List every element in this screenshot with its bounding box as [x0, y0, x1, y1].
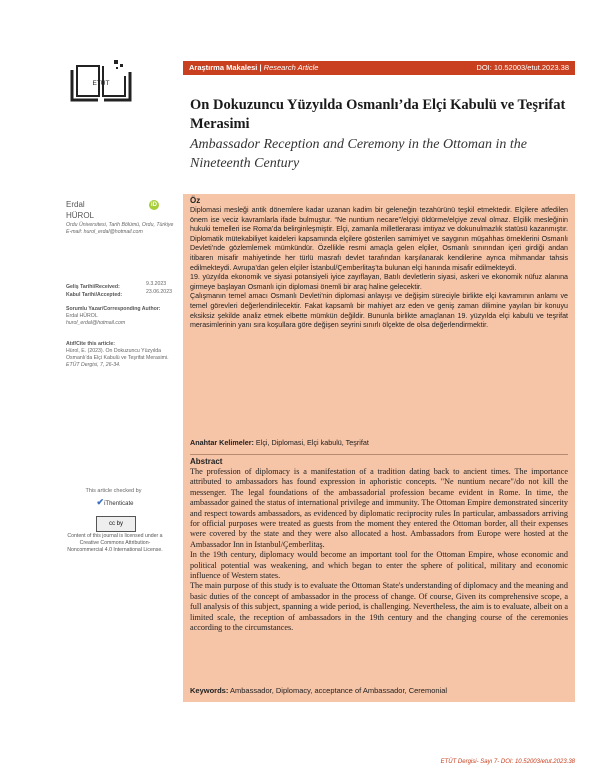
- cite-block: [66, 341, 181, 369]
- abstract-heading: Abstract: [190, 457, 223, 466]
- page-footer: ETÜT Dergisi- Sayı 7- DOI: 10.52003/etut.2023.38: [440, 759, 575, 765]
- affiliation-text: Ordu Üniversitesi, Tarih Bölümü, Ordu, Türkiye: [66, 222, 174, 228]
- orcid-icon[interactable]: iD: [151, 202, 157, 208]
- abstract-paragraph: The main purpose of this study is to evaluate the Ottoman State's understanding of diplomacy and the meaning and basic duties of the concept of ambassador in the process of change. Of course, Given its comprehensive scope, a full analysis of this subject, spanning a wide period, is challenging. Nevertheless, the aim is to evaluate, albeit on a limited scale, the reception of ambassadors in the 19th century and the changing course of the ceremonies according to the circumstances.: [190, 581, 568, 633]
- ithenticate-name: iThenticate: [104, 501, 134, 507]
- affiliation-email: E-mail: hurol_erdal@hotmail.com: [66, 229, 143, 235]
- cite-label: Atıf/Cite this article:: [66, 341, 116, 347]
- cite-line: Hürol, E. (2023). On Dokuzuncu Yüzyılda: [66, 348, 162, 354]
- corresponding-name: Erdal HÜROL: [66, 313, 98, 319]
- banner-separator: |: [259, 63, 262, 72]
- book-logo-icon: [66, 58, 136, 106]
- divider: [190, 454, 568, 455]
- checked-by-label: This article checked by: [85, 488, 142, 494]
- title-english: Ambassador Reception and Ceremony in the Ottoman in the Nineteenth Century: [190, 137, 527, 171]
- corresponding-author: [66, 306, 181, 327]
- doi-link[interactable]: DOI: 10.52003/etut.2023.38: [476, 63, 569, 72]
- oz-paragraph: Çalışmanın temel amacı Osmanlı Devleti’nin diplomasi anlayışı ve değişim süreciyle birlikte elçi kavramının anlamı ve temel görevleri değerlendirilecektir. Fakat kapsamlı bir mahiyet arz eden ve geniş zaman dilimine yayılan bir konuyu eksiksiz şekilde analiz etmek elbette mümkün değildir. Bununla birlikte amaçlanan 19. yüzyılda elçi kabulü ve teşrifat merasimlerinin yanı sıra koşullara göre değişen seyrini sınırlı ölçekte de olsa değerlendirmektir.: [190, 292, 568, 330]
- corresponding-label: Sorumlu Yazar/Corresponding Author:: [66, 306, 161, 312]
- article-type-tr: Araştırma Makalesi: [189, 63, 258, 72]
- oz-paragraph: 19. yüzyılda ekonomik ve siyasi potansiyeli iyice zayıflayan, Batılı devletlerin siyasi, askeri ve ekonomik nüfuz alanına girmeye başlayan Osmanlı için diplomasi önemli bir araç haline gelecektir.: [190, 273, 568, 291]
- license-line: Content of this journal is licensed under a: [67, 533, 163, 539]
- keywords-en-text: Ambassador, Diplomacy, acceptance of Ambassador, Ceremonial: [230, 686, 448, 695]
- logo-text: ETÜT: [92, 80, 110, 87]
- keywords-tr-label: Anahtar Kelimeler:: [190, 438, 254, 447]
- article-type-en: Research Article: [263, 63, 319, 72]
- license-line: Creative Commons Attribution-: [79, 540, 151, 546]
- author-first-name: Erdal: [66, 200, 85, 209]
- accepted-date: 23.06.2023: [146, 289, 172, 295]
- oz-heading: Öz: [190, 196, 201, 205]
- keywords-en-label: Keywords:: [190, 686, 229, 695]
- abstract-paragraph: The profession of diplomacy is a manifestation of a tradition dating back to ancient times. The importance attributed to ambassadors has found expression in aphoristic concepts. "Ne nuntium necare"/do not kill the messenger. The legal foundations of the ambassadorial profession became evident in Rome. In time, the ambassador gained the status of international privilege and immunity. The Ottoman Empire demonstrated sincerity and respect towards ambassadors, as evidenced by diplomatic reciprocity rules In particular, ambassadors arriving for official purposes were treated as guests from the moment they entered the Ottoman border, all their expenses were covered by the state and they were also allocated a host. Ambassadors from Europe were hosted at the Ambassador Inn in Istanbul/Çemberlitaş.: [190, 467, 568, 549]
- cite-line: Osmanlı’da Elçi Kabulü ve Teşrifat Merasimi.: [66, 355, 169, 361]
- license-line: Noncommercial 4.0 International License.: [67, 547, 163, 553]
- keywords-english: [190, 686, 568, 695]
- abstract-paragraph: In the 19th century, diplomacy would become an important tool for the Ottoman Empire, whose economic and political potential was weakening, and which began to enter the sphere of political, military and economic influence of Western states.: [190, 550, 568, 581]
- license-text: [60, 533, 170, 554]
- abstract-body: [190, 467, 568, 634]
- received-label: Geliş Tarihi/Received:: [66, 284, 120, 290]
- article-type: [189, 61, 318, 75]
- cc-license-badge[interactable]: cc by: [96, 516, 136, 532]
- article-type-banner: [183, 61, 575, 75]
- dates-block: [66, 280, 181, 296]
- cite-line: ETÜT Dergisi, 7, 26-34.: [66, 362, 121, 368]
- ithenticate-logo: [75, 497, 155, 508]
- affiliation: [66, 222, 181, 236]
- oz-paragraph: Diplomasi mesleği antik dönemlere kadar uzanan kadim bir geleneğin tezahürünü teşkil etmektedir. Elçilere atfedilen önem ise veciz kavramlarla ifade bulmuştur. “Ne nuntium necare”/elçiyi öldürme/elçiye zeval olmaz. Elçilik mesleğinin hukuki temelleri ise Roma’da belirginleşmiştir. Elçi, zamanla milletlerarası imtiyaz ve dokunulmazlık statüsü kazanmıştır. Diplomatik mütekabiliyet kaideleri kapsamında elçilere gösterilen samimiyet ve saygının müşahhas örneklerini Osmanlı Devleti’nde gözlemlemek mümkündür. Özellikle resmi amaçla gelen elçiler, Osmanlı sınırından içeri girdiği andan itibaren misafir mahiyetinde her türlü masrafı devlet tarafından karşılanarak kendilerine ayrıca mihmandar tahsis edilmekteydi. Avrupa’dan gelen elçiler İstanbul/Çemberlitaş’ta bulunan elçi hanında misafir edilmekteydi.: [190, 206, 568, 272]
- title-turkish: On Dokuzuncu Yüzyılda Osmanlı’da Elçi Kabulü ve Teşrifat Merasimi: [190, 97, 566, 132]
- accepted-label: Kabul Tarihi/Accepted:: [66, 292, 123, 298]
- keywords-tr-text: Elçi, Diplomasi, Elçi kabulü, Teşrifat: [255, 438, 369, 447]
- received-date: 9.3.2023: [146, 281, 167, 287]
- author-name: [66, 199, 94, 221]
- oz-body: [190, 206, 568, 331]
- author-last-name: HÜROL: [66, 211, 95, 220]
- keywords-turkish: [190, 438, 568, 447]
- check-icon: ✔: [96, 497, 105, 507]
- corresponding-email[interactable]: hurol_erdal@hotmail.com: [66, 320, 126, 326]
- abstract-box: [183, 194, 575, 702]
